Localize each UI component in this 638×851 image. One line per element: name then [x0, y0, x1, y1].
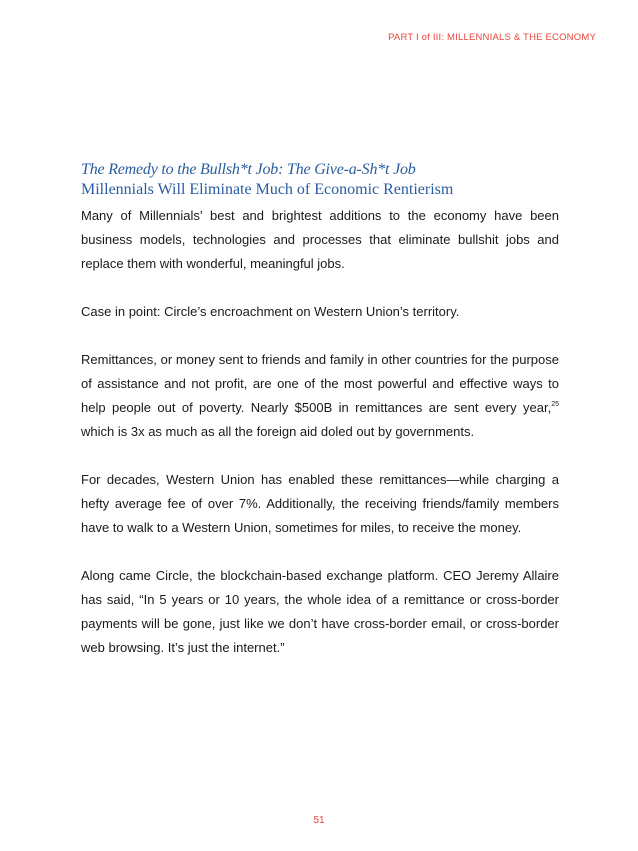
paragraph-5: Along came Circle, the blockchain-based exchange platform. CEO Jeremy Allaire has said, “In 5 years or 10 years, the whole idea of a remittance or cross-border payments will be gone, just like we don’t have cross-border email, or cross-border web browsing. It’s just the internet.” [81, 568, 559, 655]
paragraph-3-text-b: which is 3x as much as all the foreign aid doled out by governments. [81, 424, 475, 439]
footnote-marker: 25 [551, 401, 559, 408]
section-subtitle: Millennials Will Eliminate Much of Economic Rentierism [81, 181, 454, 198]
page-number: 51 [313, 815, 325, 826]
paragraph-4: For decades, Western Union has enabled these remittances—while charging a hefty average fee of over 7%. Additionally, the receiving friends/family members have to walk to a Western Union, sometimes for miles, to receive the money. [81, 472, 559, 535]
paragraph-3-text-a: Remittances, or money sent to friends and family in other countries for the purpose of assistance and not profit, are one of the most powerful and effective ways to help people out of poverty. Nearly $500B in remittances are sent every year, [81, 352, 559, 415]
running-header: PART I of III: MILLENNIALS & THE ECONOMY [388, 32, 596, 43]
section-title: The Remedy to the Bullsh*t Job: The Give-a-Sh*t Job [81, 161, 416, 178]
paragraph-1: Many of Millennials’ best and brightest additions to the economy have been business models, technologies and processes that eliminate bullshit jobs and replace them with wonderful, meaningful jobs. [81, 208, 559, 271]
paragraph-3 [81, 348, 559, 444]
paragraph-2: Case in point: Circle’s encroachment on Western Union’s territory. [81, 304, 460, 319]
article-body [81, 160, 559, 684]
